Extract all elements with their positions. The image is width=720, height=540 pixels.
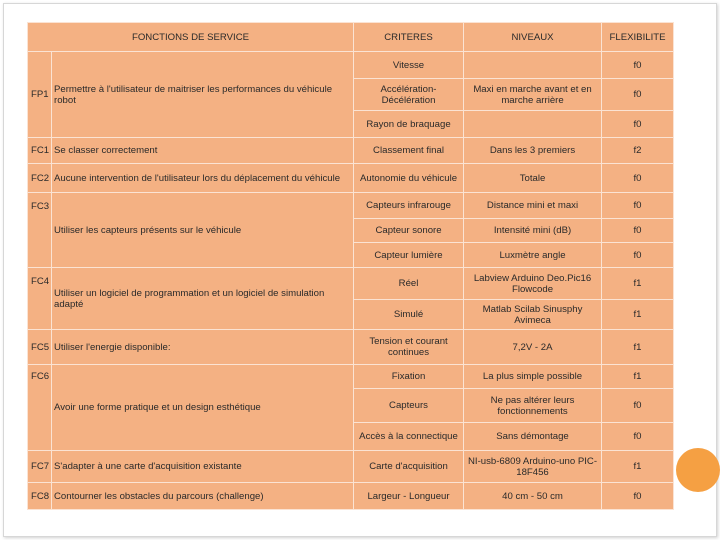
function-desc: Utiliser un logiciel de programmation et un logiciel de simulation adapté bbox=[52, 268, 354, 330]
function-desc: Utiliser les capteurs présents sur le véhicule bbox=[52, 193, 354, 268]
function-id: FC8 bbox=[28, 483, 52, 510]
critere: Tension et courant continues bbox=[354, 330, 464, 365]
function-desc: Permettre à l'utilisateur de maitriser les performances du véhicule robot bbox=[52, 52, 354, 138]
flexibilite: f0 bbox=[602, 243, 674, 268]
flexibilite: f1 bbox=[602, 300, 674, 330]
niveau: 7,2V - 2A bbox=[464, 330, 602, 365]
critere: Carte d'acquisition bbox=[354, 451, 464, 483]
flexibilite: f1 bbox=[602, 365, 674, 389]
function-desc: Utiliser l'energie disponible: bbox=[52, 330, 354, 365]
niveau bbox=[464, 111, 602, 138]
flexibilite: f1 bbox=[602, 268, 674, 300]
flexibilite: f0 bbox=[602, 52, 674, 79]
function-id: FC3 bbox=[28, 193, 52, 268]
niveau: NI-usb-6809 Arduino-uno PIC-18F456 bbox=[464, 451, 602, 483]
table-row bbox=[28, 52, 674, 79]
table-row bbox=[28, 365, 674, 389]
critere: Capteurs infrarouge bbox=[354, 193, 464, 219]
niveau: Sans démontage bbox=[464, 423, 602, 451]
table-row bbox=[28, 164, 674, 193]
header-flexibilite: FLEXIBILITE bbox=[602, 23, 674, 52]
niveau: Matlab Scilab Sinusphy Avimeca bbox=[464, 300, 602, 330]
flexibilite: f0 bbox=[602, 219, 674, 243]
critere: Capteurs bbox=[354, 389, 464, 423]
function-id: FP1 bbox=[28, 52, 52, 138]
flexibilite: f1 bbox=[602, 330, 674, 365]
flexibilite: f1 bbox=[602, 451, 674, 483]
table-row bbox=[28, 268, 674, 300]
table-row bbox=[28, 330, 674, 365]
function-id: FC5 bbox=[28, 330, 52, 365]
niveau: La plus simple possible bbox=[464, 365, 602, 389]
critere: Rayon de braquage bbox=[354, 111, 464, 138]
flexibilite: f2 bbox=[602, 138, 674, 164]
accent-circle bbox=[676, 448, 720, 492]
flexibilite: f0 bbox=[602, 111, 674, 138]
critere: Vitesse bbox=[354, 52, 464, 79]
function-desc: Se classer correctement bbox=[52, 138, 354, 164]
critere: Accélération-Décélération bbox=[354, 79, 464, 111]
critere: Fixation bbox=[354, 365, 464, 389]
niveau: 40 cm - 50 cm bbox=[464, 483, 602, 510]
function-id: FC2 bbox=[28, 164, 52, 193]
niveau: Maxi en marche avant et en marche arrière bbox=[464, 79, 602, 111]
function-id: FC6 bbox=[28, 365, 52, 451]
flexibilite: f0 bbox=[602, 483, 674, 510]
critere: Accès à la connectique bbox=[354, 423, 464, 451]
table-row bbox=[28, 138, 674, 164]
function-desc: Avoir une forme pratique et un design esthétique bbox=[52, 365, 354, 451]
critere: Capteur sonore bbox=[354, 219, 464, 243]
function-desc: Contourner les obstacles du parcours (challenge) bbox=[52, 483, 354, 510]
niveau: Labview Arduino Deo.Pic16 Flowcode bbox=[464, 268, 602, 300]
header-services: FONCTIONS DE SERVICE bbox=[28, 23, 354, 52]
table-row bbox=[28, 451, 674, 483]
specifications-table bbox=[27, 22, 674, 510]
flexibilite: f0 bbox=[602, 164, 674, 193]
function-desc: Aucune intervention de l'utilisateur lors du déplacement du véhicule bbox=[52, 164, 354, 193]
niveau: Luxmètre angle bbox=[464, 243, 602, 268]
critere: Largeur - Longueur bbox=[354, 483, 464, 510]
table-row bbox=[28, 483, 674, 510]
niveau: Dans les 3 premiers bbox=[464, 138, 602, 164]
flexibilite: f0 bbox=[602, 423, 674, 451]
critere: Réel bbox=[354, 268, 464, 300]
flexibilite: f0 bbox=[602, 79, 674, 111]
niveau bbox=[464, 52, 602, 79]
header-row bbox=[28, 23, 674, 52]
niveau: Ne pas altérer leurs fonctionnements bbox=[464, 389, 602, 423]
function-desc: S'adapter à une carte d'acquisition existante bbox=[52, 451, 354, 483]
header-niveaux: NIVEAUX bbox=[464, 23, 602, 52]
function-id: FC4 bbox=[28, 268, 52, 330]
niveau: Totale bbox=[464, 164, 602, 193]
header-criteres: CRITERES bbox=[354, 23, 464, 52]
critere: Autonomie du véhicule bbox=[354, 164, 464, 193]
flexibilite: f0 bbox=[602, 389, 674, 423]
critere: Classement final bbox=[354, 138, 464, 164]
niveau: Distance mini et maxi bbox=[464, 193, 602, 219]
flexibilite: f0 bbox=[602, 193, 674, 219]
function-id: FC7 bbox=[28, 451, 52, 483]
function-id: FC1 bbox=[28, 138, 52, 164]
critere: Capteur lumière bbox=[354, 243, 464, 268]
niveau: Intensité mini (dB) bbox=[464, 219, 602, 243]
table-row bbox=[28, 193, 674, 219]
critere: Simulé bbox=[354, 300, 464, 330]
